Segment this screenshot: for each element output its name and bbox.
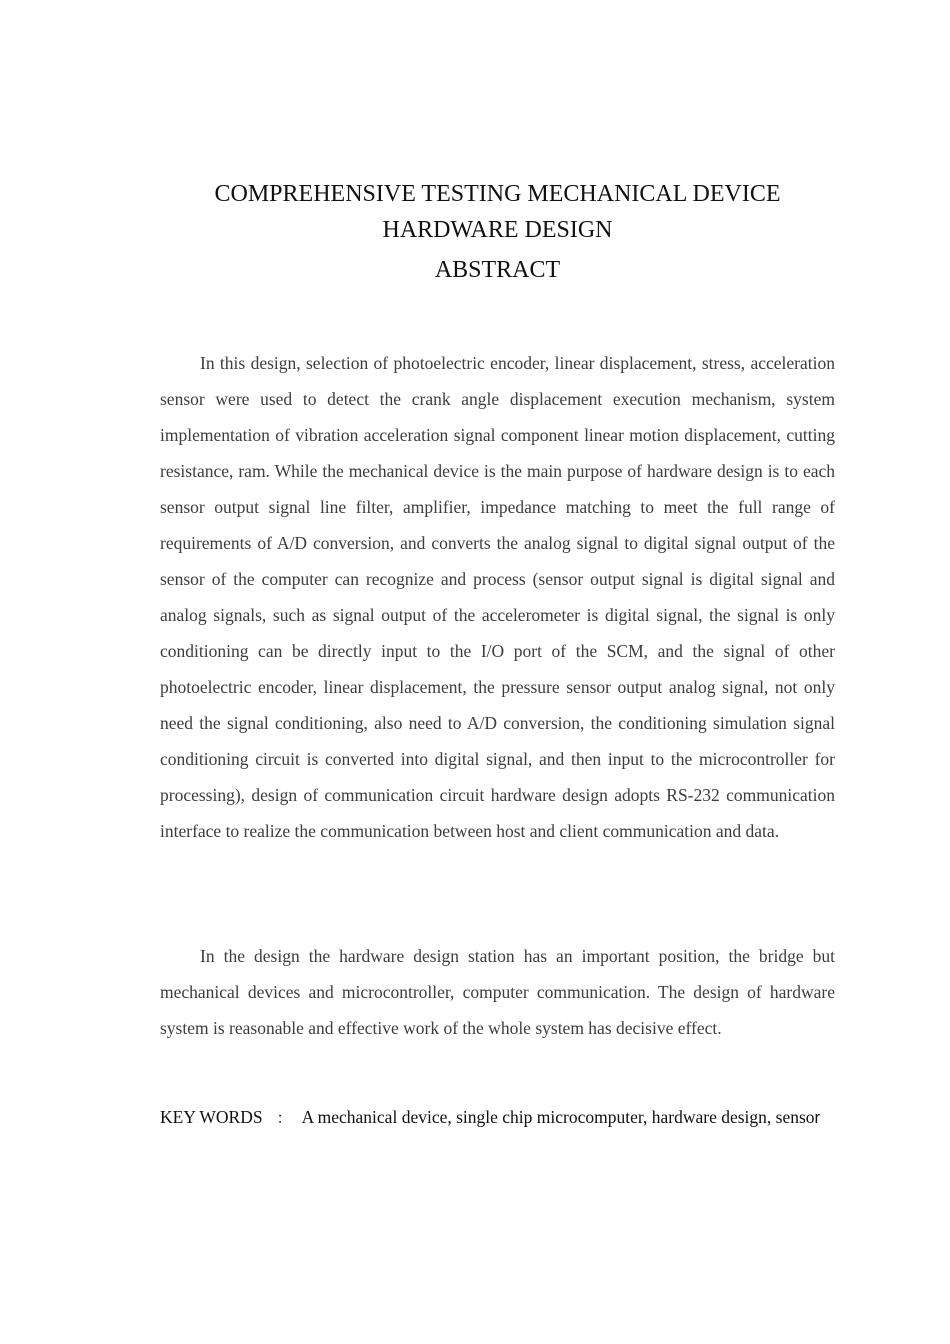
abstract-paragraph-2: [160, 938, 835, 1046]
keywords-label: KEY WORDS: [160, 1107, 263, 1127]
paragraph-text: In this design, selection of photoelectric encoder, linear displacement, stress, acceleration sensor were used to detect the crank angle displacement execution mechanism, system implementation of vibration acceleration signal component linear motion displacement, cutting resistance, ram. While the mechanical device is the main purpose of hardware design is to each sensor output signal line filter, amplifier, impedance matching to meet the full range of requirements of A/D conversion, and converts the analog signal to digital signal output of the sensor of the computer can recognize and process (sensor output signal is digital signal and analog signals, such as signal output of the accelerometer is digital signal, the signal is only conditioning can be directly input to the I/O port of the SCM, and the signal of other photoelectric encoder, linear displacement, the pressure sensor output analog signal, not only need the signal conditioning, also need to A/D conversion, the conditioning simulation signal conditioning circuit is converted into digital signal, and then input to the microcontroller for processing), design of communication circuit hardware design adopts RS-232 communication interface to realize the communication between host and client communication and data.: [160, 353, 835, 841]
keywords-line: [160, 1099, 835, 1136]
abstract-heading: ABSTRACT: [434, 257, 561, 283]
paragraph-text: In the design the hardware design station has an important position, the bridge but mechanical devices and microcontroller, computer communication. The design of hardware system is reasonable and effective work of the whole system has decisive effect.: [160, 946, 835, 1038]
title-line-1: COMPREHENSIVE TESTING MECHANICAL DEVICE: [214, 181, 781, 207]
keywords-text: A mechanical device, single chip microcomputer, hardware design, senso: [301, 1107, 815, 1127]
keywords-last-char: r: [814, 1109, 821, 1127]
abstract-paragraph-1: [160, 345, 835, 849]
title-line-2: HARDWARE DESIGN: [382, 217, 613, 243]
paper-title: [130, 176, 865, 248]
keywords-colon: ：: [276, 1109, 292, 1127]
